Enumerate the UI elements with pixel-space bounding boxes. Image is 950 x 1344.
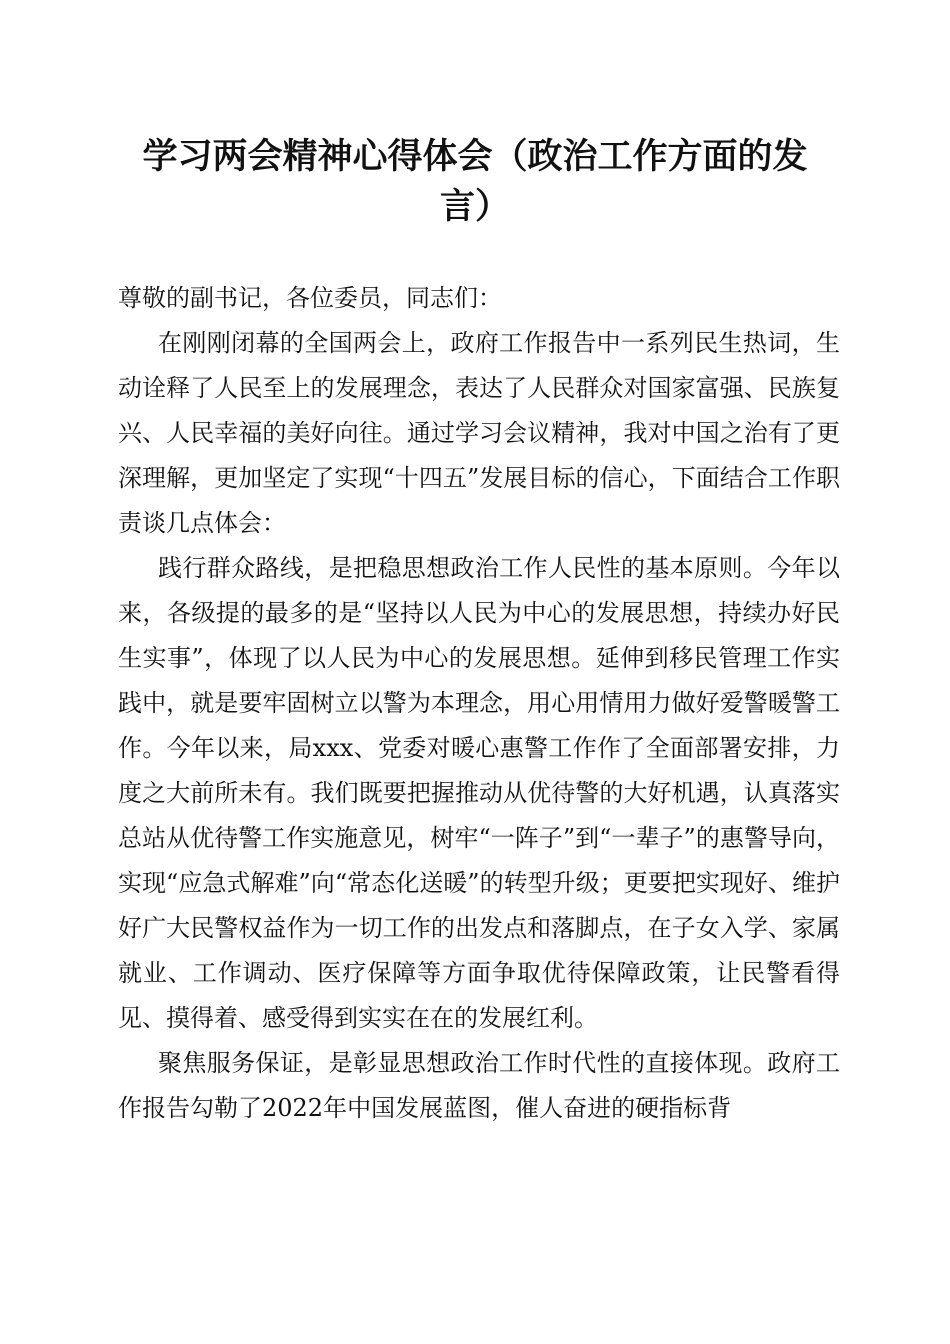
paragraph-2: 践行群众路线，是把稳思想政治工作人民性的基本原则。今年以来，各级提的最多的是“坚持以人民为中心的发展思想，持续办好民生实事”，体现了以人民为中心的发展思想。延伸到移民管理工作实践中，就是要牢固树立以警为本理念，用心用情用力做好爱警暖警工作。今年以来，局xxx、党委对暖心惠警工作作了全面部署安排，力度之大前所未有。我们既要把握推动从优待警的大好机遇，认真落实总站从优待警工作实施意见，树牢“一阵子”到“一辈子”的惠警导向，实现“应急式解难”向“常态化送暖”的转型升级；更要把实现好、维护好广大民警权益作为一切工作的出发点和落脚点，在子女入学、家属就业、工作调动、医疗保障等方面争取优待保障政策，让民警看得见、摸得着、感受得到实实在在的发展红利。 xyxy=(118,554,840,1032)
salutation: 尊敬的副书记，各位委员，同志们： xyxy=(118,284,502,312)
document-body xyxy=(118,276,840,1131)
document-title: 学习两会精神心得体会（政治工作方面的发言） xyxy=(142,136,808,227)
paragraph-3: 聚焦服务保证，是彰显思想政治工作时代性的直接体现。政府工作报告勾勒了2022年中国发展蓝图，催人奋进的硬指标背 xyxy=(118,1049,840,1122)
paragraph-1: 在刚刚闭幕的全国两会上，政府工作报告中一系列民生热词，生动诠释了人民至上的发展理念，表达了人民群众对国家富强、民族复兴、人民幸福的美好向往。通过学习会议精神，我对中国之治有了更深理解，更加坚定了实现“十四五”发展目标的信心，下面结合工作职责谈几点体会： xyxy=(118,329,840,537)
